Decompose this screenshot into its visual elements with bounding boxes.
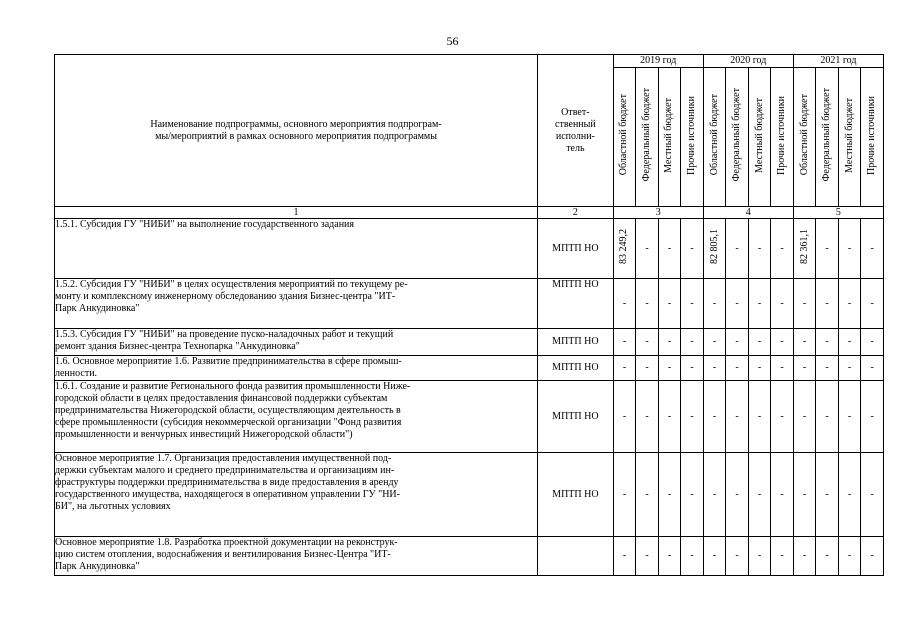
row-value xyxy=(681,356,704,381)
row-value xyxy=(726,219,749,279)
row-value xyxy=(816,356,839,381)
row-value-text: - xyxy=(847,488,852,500)
header-source-label: Областной бюджет xyxy=(708,94,720,176)
row-value xyxy=(636,381,659,453)
row-value xyxy=(658,279,681,329)
row-value-text: - xyxy=(870,336,874,347)
row-value xyxy=(703,356,726,381)
row-value-text: - xyxy=(802,362,807,373)
row-executor: МПТП НО xyxy=(538,356,614,381)
row-value xyxy=(861,453,884,537)
header-source-1-4 xyxy=(681,68,704,207)
row-value-text: - xyxy=(667,336,672,347)
row-value-text: - xyxy=(780,362,784,373)
col-number-4: 4 xyxy=(703,207,793,219)
row-value-text: 82 361,1 xyxy=(798,229,810,264)
row-value-text: - xyxy=(757,297,762,309)
row-value xyxy=(658,219,681,279)
header-name: Наименование подпрограммы, основного мероприятия подпрограм- мы/мероприятий в рамках основного мероприятия подпрограммы xyxy=(55,55,538,207)
row-value-text: - xyxy=(622,488,627,500)
row-value-text: - xyxy=(825,410,829,422)
row-value xyxy=(726,329,749,356)
row-value-text: - xyxy=(735,336,739,347)
header-source-label: Местный бюджет xyxy=(753,97,765,173)
header-year-2019: 2019 год xyxy=(613,55,703,68)
row-value xyxy=(703,381,726,453)
row-value-text: - xyxy=(757,410,762,422)
header-source-1-3 xyxy=(658,68,681,207)
row-name: 1.5.3. Субсидия ГУ "НИБИ" на проведение пуско-наладочных работ и текущий ремонт здания Бизнес-центра Технопарка "Анкудиновка" xyxy=(55,329,538,356)
row-value-text: - xyxy=(645,242,649,254)
row-value-text: - xyxy=(667,297,672,309)
row-value-text: - xyxy=(870,550,874,561)
header-source-1-2 xyxy=(636,68,659,207)
row-value xyxy=(703,329,726,356)
row-value xyxy=(726,279,749,329)
row-value-text: - xyxy=(780,336,784,347)
row-value xyxy=(636,279,659,329)
row-value-text: - xyxy=(622,336,627,347)
row-value xyxy=(793,381,816,453)
row-name: 1.5.2. Субсидия ГУ "НИБИ" в целях осуществления мероприятий по текущему ре- монту и комплексному инженерному обследованию здания Бизнес-центра "ИТ- Парк Анкудиновка" xyxy=(55,279,538,329)
row-value-text: - xyxy=(847,336,852,347)
row-value xyxy=(861,356,884,381)
table-row xyxy=(55,329,884,356)
row-value xyxy=(793,537,816,576)
row-value-text: - xyxy=(757,488,762,500)
row-value-text: - xyxy=(712,550,717,561)
row-value xyxy=(838,329,861,356)
row-value xyxy=(748,356,771,381)
row-value-text: - xyxy=(690,550,694,561)
row-value-text: 82 805,1 xyxy=(708,229,720,264)
budget-table xyxy=(54,54,884,576)
row-executor: МПТП НО xyxy=(538,219,614,279)
row-value xyxy=(861,219,884,279)
row-value xyxy=(838,219,861,279)
header-source-3-1 xyxy=(793,68,816,207)
row-value xyxy=(636,219,659,279)
row-value-text: - xyxy=(802,336,807,347)
row-value xyxy=(771,537,794,576)
row-value xyxy=(771,219,794,279)
row-value-text: - xyxy=(712,410,717,422)
row-value-text: - xyxy=(735,297,739,309)
col-number-3: 3 xyxy=(613,207,703,219)
row-value xyxy=(748,453,771,537)
row-value-text: - xyxy=(802,297,807,309)
row-value-text: - xyxy=(825,550,829,561)
row-value xyxy=(658,381,681,453)
row-value xyxy=(636,453,659,537)
row-value-text: - xyxy=(757,550,762,561)
row-value-text: - xyxy=(712,336,717,347)
row-executor xyxy=(538,537,614,576)
row-value xyxy=(681,453,704,537)
row-value-text: - xyxy=(690,410,694,422)
row-value-text: - xyxy=(645,410,649,422)
row-value-text: - xyxy=(667,362,672,373)
row-value xyxy=(726,381,749,453)
row-value-text: - xyxy=(847,362,852,373)
row-value-text: - xyxy=(645,297,649,309)
row-value-text: - xyxy=(847,550,852,561)
row-name: Основное мероприятие 1.7. Организация предоставления имущественной под- держки субъектам малого и среднего предпринимательства и организациям ин- фраструктуры поддержки предпринимательства в виде предоставления в аренду государственного имущества, находящегося в оперативном управлении ГУ "НИ- БИ", на льготных условиях xyxy=(55,453,538,537)
header-source-1-1 xyxy=(613,68,636,207)
row-value-text: - xyxy=(802,488,807,500)
table-row xyxy=(55,279,884,329)
header-source-label: Федеральный бюджет xyxy=(640,88,652,182)
row-value xyxy=(681,219,704,279)
row-value-text: - xyxy=(825,297,829,309)
row-value xyxy=(613,381,636,453)
header-source-3-3 xyxy=(838,68,861,207)
row-value-text: - xyxy=(645,336,649,347)
row-value-text: - xyxy=(690,242,694,254)
row-value xyxy=(748,537,771,576)
row-name: Основное мероприятие 1.8. Разработка проектной документации на реконструк- цию систем отопления, водоснабжения и вентилирования Бизнес-Центра "ИТ- Парк Анкудиновка" xyxy=(55,537,538,576)
row-value xyxy=(703,279,726,329)
row-value-text: - xyxy=(825,488,829,500)
row-value xyxy=(771,453,794,537)
header-source-2-1 xyxy=(703,68,726,207)
row-executor: МПТП НО xyxy=(538,381,614,453)
row-value-text: - xyxy=(735,410,739,422)
header-row-years xyxy=(55,55,884,68)
row-value xyxy=(681,279,704,329)
row-value xyxy=(816,537,839,576)
header-source-2-4 xyxy=(771,68,794,207)
row-value-text: - xyxy=(622,362,627,373)
row-value xyxy=(861,329,884,356)
row-value xyxy=(748,381,771,453)
col-number-1: 1 xyxy=(55,207,538,219)
row-value-text: - xyxy=(757,242,762,254)
row-executor: МПТП НО xyxy=(538,279,614,329)
row-value xyxy=(771,279,794,329)
row-value xyxy=(681,329,704,356)
row-value-text: - xyxy=(735,242,739,254)
row-value xyxy=(838,279,861,329)
header-source-label: Федеральный бюджет xyxy=(821,88,833,182)
row-value-text: - xyxy=(667,550,672,561)
row-value-text: - xyxy=(667,242,672,254)
row-value-text: - xyxy=(735,550,739,561)
row-value xyxy=(793,453,816,537)
row-value-text: - xyxy=(757,336,762,347)
row-value xyxy=(636,537,659,576)
row-value xyxy=(703,453,726,537)
row-value-text: - xyxy=(825,336,829,347)
table-row xyxy=(55,356,884,381)
header-year-2020: 2020 год xyxy=(703,55,793,68)
row-value-text: - xyxy=(802,550,807,561)
row-value xyxy=(816,453,839,537)
header-source-2-2 xyxy=(726,68,749,207)
row-value-text: - xyxy=(847,410,852,422)
header-source-label: Областной бюджет xyxy=(618,94,630,176)
table-row xyxy=(55,537,884,576)
page-number: 56 xyxy=(446,34,459,48)
row-value-text: - xyxy=(712,362,717,373)
row-value-text: - xyxy=(757,362,762,373)
row-value xyxy=(861,381,884,453)
row-value xyxy=(613,356,636,381)
row-value xyxy=(861,279,884,329)
row-value xyxy=(636,329,659,356)
row-value xyxy=(658,356,681,381)
header-source-label: Областной бюджет xyxy=(798,94,810,176)
row-value-text: - xyxy=(870,297,874,309)
row-value-text: - xyxy=(780,297,784,309)
row-name: 1.6. Основное мероприятие 1.6. Развитие предпринимательства в сфере промыш- ленности. xyxy=(55,356,538,381)
row-value xyxy=(771,329,794,356)
header-source-label: Прочие источники xyxy=(686,95,697,175)
row-value xyxy=(771,356,794,381)
col-number-2: 2 xyxy=(538,207,614,219)
row-value-text: - xyxy=(712,488,717,500)
row-value xyxy=(613,453,636,537)
header-source-label: Местный бюджет xyxy=(843,97,855,173)
column-numbers-row xyxy=(55,207,884,219)
table-row xyxy=(55,219,884,279)
row-value-text: - xyxy=(780,488,784,500)
row-value xyxy=(703,537,726,576)
row-value xyxy=(613,537,636,576)
row-value-text: - xyxy=(825,362,829,373)
header-source-3-4 xyxy=(861,68,884,207)
row-value-text: - xyxy=(622,550,627,561)
row-value xyxy=(748,219,771,279)
row-value-text: - xyxy=(735,488,739,500)
row-value xyxy=(816,329,839,356)
row-value xyxy=(793,219,816,279)
row-value xyxy=(861,537,884,576)
header-year-2021: 2021 год xyxy=(793,55,883,68)
row-value xyxy=(658,453,681,537)
header-source-2-3 xyxy=(748,68,771,207)
row-value-text: - xyxy=(802,410,807,422)
row-value xyxy=(681,537,704,576)
row-value xyxy=(636,356,659,381)
row-value-text: - xyxy=(870,362,874,373)
row-value-text: - xyxy=(645,488,649,500)
header-source-3-2 xyxy=(816,68,839,207)
row-value-text: - xyxy=(690,488,694,500)
row-value xyxy=(838,381,861,453)
header-source-label: Прочие источники xyxy=(776,95,788,175)
header-executor: Ответ- ственный исполни- тель xyxy=(538,55,614,207)
row-value xyxy=(838,453,861,537)
row-value xyxy=(793,329,816,356)
header-source-label: Местный бюджет xyxy=(663,97,675,173)
row-name: 1.6.1. Создание и развитие Регионального фонда развития промышленности Ниже- городской области в целях предоставления финансовой поддержки субъектам предпринимательства Нижегородской области, осуществляющим деятельность в сфере промышленности (субсидия некоммерческой организации "Фонд развития промышленности и венчурных инвестиций Нижегородской области") xyxy=(55,381,538,453)
table-body xyxy=(55,219,884,576)
row-value xyxy=(658,537,681,576)
row-value xyxy=(726,453,749,537)
row-value xyxy=(771,381,794,453)
row-value-text: - xyxy=(847,242,852,254)
row-value-text: - xyxy=(667,410,672,422)
row-value xyxy=(838,356,861,381)
row-value-text: - xyxy=(780,550,784,561)
row-value xyxy=(748,329,771,356)
row-value xyxy=(793,356,816,381)
row-value xyxy=(613,279,636,329)
header-source-label: Прочие источники xyxy=(866,95,878,175)
table-row xyxy=(55,453,884,537)
row-value xyxy=(681,381,704,453)
row-value-text: - xyxy=(622,410,627,422)
row-value xyxy=(726,537,749,576)
row-name: 1.5.1. Субсидия ГУ "НИБИ" на выполнение государственного задания xyxy=(55,219,538,279)
col-number-5: 5 xyxy=(793,207,883,219)
row-value-text: - xyxy=(780,242,784,254)
header-source-label: Федеральный бюджет xyxy=(731,88,743,182)
row-value-text: - xyxy=(690,297,694,309)
row-value-text: - xyxy=(622,297,627,309)
row-value-text: - xyxy=(690,336,694,347)
row-executor: МПТП НО xyxy=(538,453,614,537)
row-value xyxy=(816,381,839,453)
row-value xyxy=(703,219,726,279)
row-value-text: - xyxy=(825,242,829,254)
row-executor: МПТП НО xyxy=(538,329,614,356)
row-value xyxy=(726,356,749,381)
row-value-text: - xyxy=(870,410,874,422)
row-value-text: - xyxy=(780,410,784,422)
row-value-text: 83 249,2 xyxy=(618,229,630,264)
row-value-text: - xyxy=(712,297,717,309)
row-value xyxy=(793,279,816,329)
row-value xyxy=(748,279,771,329)
row-value xyxy=(838,537,861,576)
row-value-text: - xyxy=(735,362,739,373)
row-value-text: - xyxy=(870,488,874,500)
row-value xyxy=(658,329,681,356)
row-value-text: - xyxy=(847,297,852,309)
row-value-text: - xyxy=(690,362,694,373)
row-value xyxy=(816,279,839,329)
table-row xyxy=(55,381,884,453)
row-value xyxy=(613,219,636,279)
row-value-text: - xyxy=(667,488,672,500)
row-value-text: - xyxy=(870,242,874,254)
row-value-text: - xyxy=(645,550,649,561)
row-value-text: - xyxy=(645,362,649,373)
row-value xyxy=(816,219,839,279)
row-value xyxy=(613,329,636,356)
